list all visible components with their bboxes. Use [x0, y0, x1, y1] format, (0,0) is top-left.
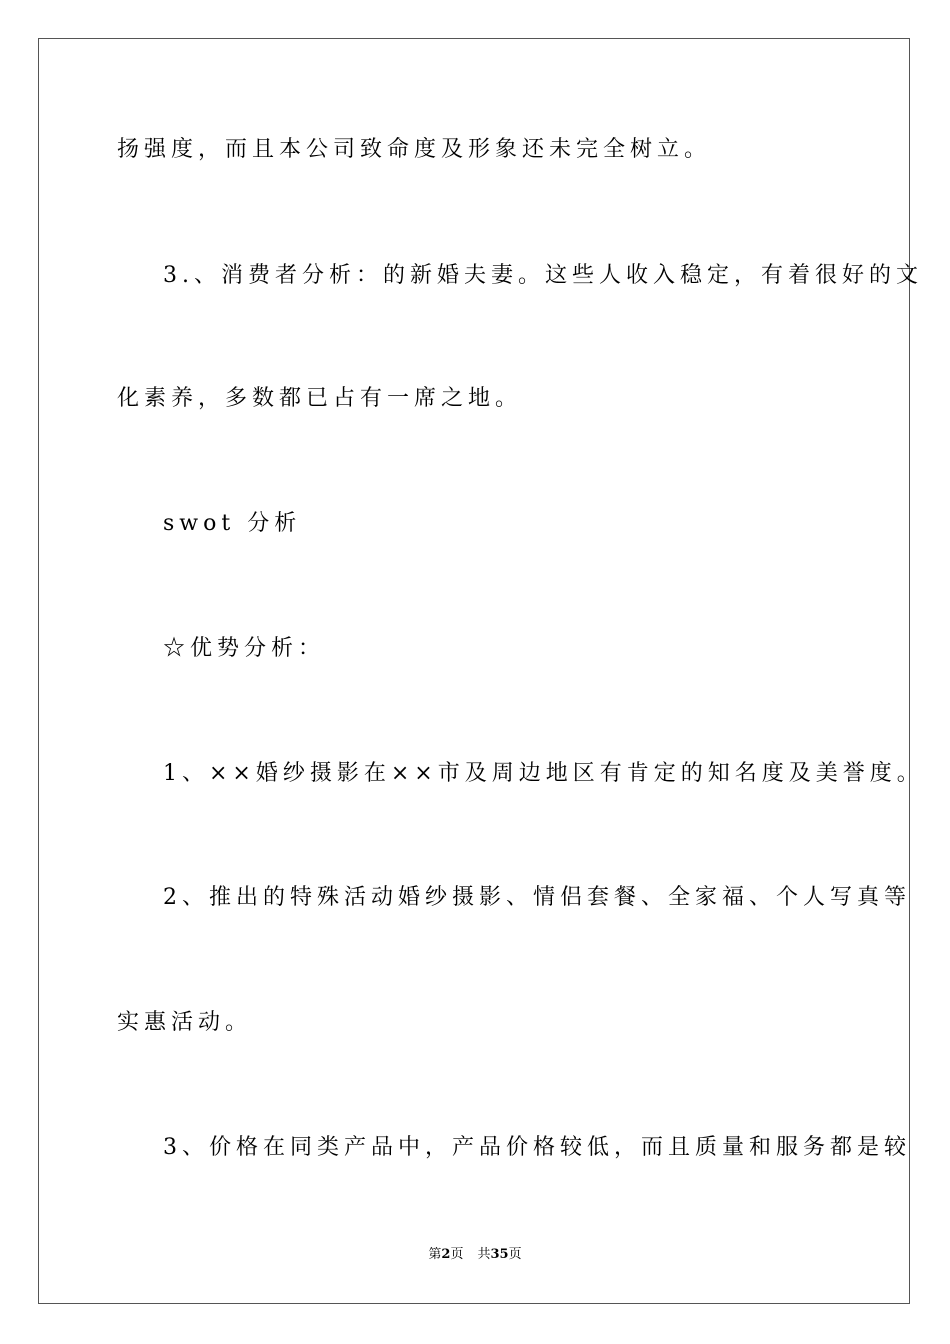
- section-heading: ☆优势分析：: [163, 636, 326, 661]
- page-footer: [0, 1246, 950, 1264]
- paragraph-line: 扬强度，而且本公司致命度及形象还未完全树立。: [117, 137, 712, 162]
- page-border: [38, 38, 910, 1304]
- footer-page-total: 35: [490, 1247, 509, 1262]
- paragraph-line: 化素养，多数都已占有一席之地。: [117, 386, 523, 411]
- footer-total-prefix: 共: [477, 1247, 491, 1262]
- paragraph-line: 1、××婚纱摄影在××市及周边地区有肯定的知名度及美誉度。: [163, 761, 924, 786]
- paragraph-line: 3、价格在同类产品中，产品价格较低，而且质量和服务都是较: [163, 1135, 911, 1160]
- section-heading: swot 分析: [163, 511, 302, 536]
- footer-page-prefix: 第: [428, 1247, 442, 1262]
- paragraph-line: 2、推出的特殊活动婚纱摄影、情侣套餐、全家福、个人写真等: [163, 885, 911, 910]
- footer-total-suffix: 页: [508, 1247, 522, 1262]
- paragraph-line: 3.、消费者分析：的新婚夫妻。这些人收入稳定，有着很好的文: [163, 263, 923, 288]
- footer-page-current: 2: [441, 1247, 451, 1262]
- paragraph-line: 实惠活动。: [117, 1010, 253, 1035]
- footer-page-suffix: 页: [450, 1247, 464, 1262]
